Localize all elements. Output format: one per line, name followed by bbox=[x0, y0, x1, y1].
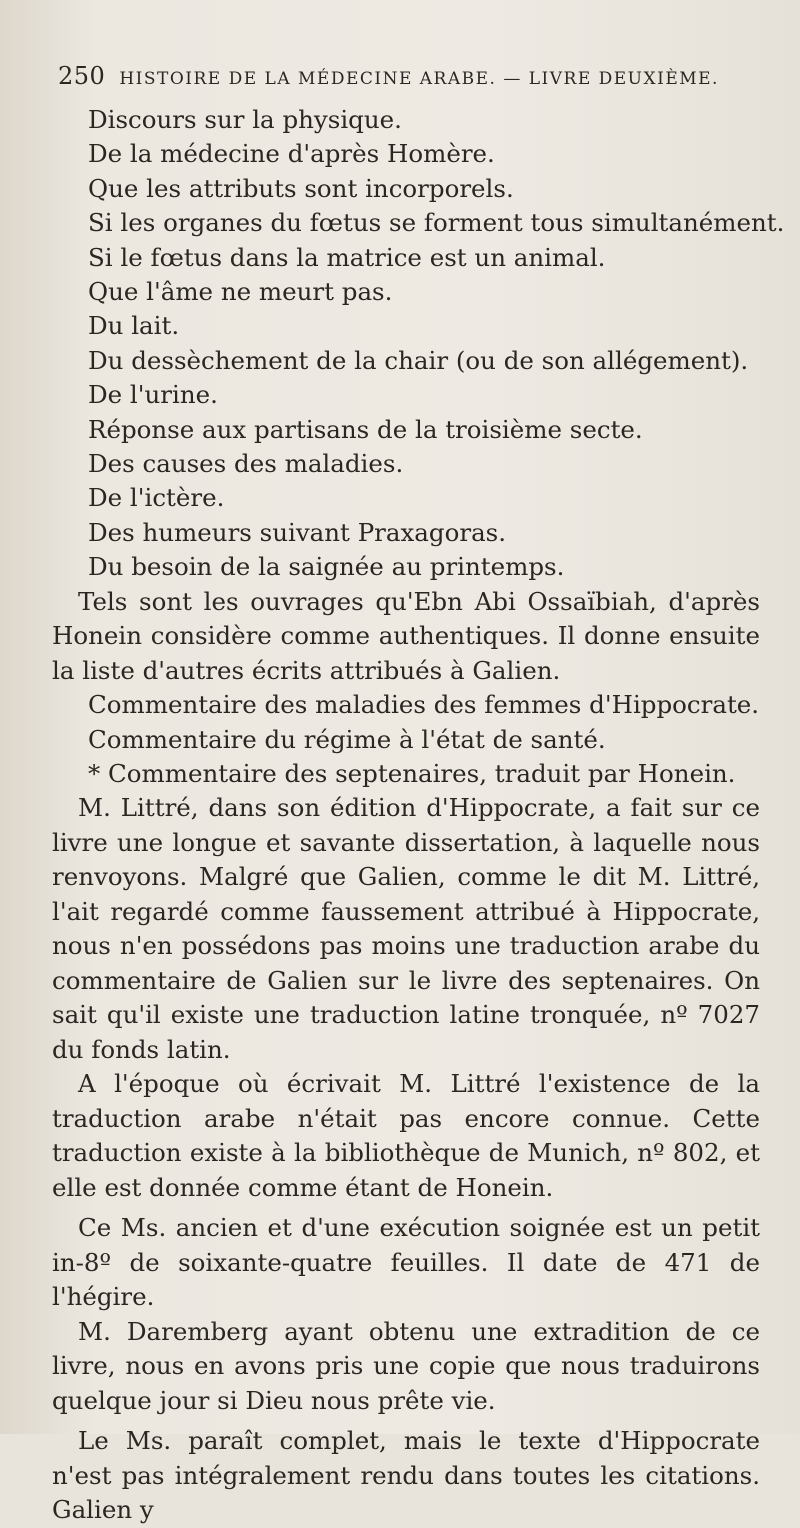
paragraph-authentic-works: Tels sont les ouvrages qu'Ebn Abi Ossaïbiah, d'après Honein considère comme authentiques. Il donne ensuite la liste d'autres écrits attribués à Galien. bbox=[52, 586, 760, 685]
running-title: HISTOIRE DE LA MÉDECINE ARABE. — LIVRE DEUXIÈME. bbox=[119, 69, 719, 89]
list-item: Commentaire du régime à l'état de santé. bbox=[88, 724, 606, 754]
paragraph-complete: Le Ms. paraît complet, mais le texte d'Hippocrate n'est pas intégralement rendu dans toutes les citations. Galien y bbox=[52, 1426, 760, 1525]
list-item: Des causes des maladies. bbox=[88, 449, 404, 479]
list-item: Que les attributs sont incorporels. bbox=[88, 173, 514, 203]
list-item: Discours sur la physique. bbox=[88, 105, 402, 134]
paragraph-littre: M. Littré, dans son édition d'Hippocrate, a fait sur ce livre une longue et savante dissertation, à laquelle nous renvoyons. Malgré que Galien, comme le dit M. Littré, l'ait regardé comme faussement attribué à Hippocrate, nous n'en possédons pas moins une traduction arabe du commentaire de Galien sur le livre des septenaires. On sait qu'il existe une traduction latine tronquée, nº 7027 du fonds latin. bbox=[52, 793, 760, 1064]
page-body bbox=[52, 103, 785, 1528]
page-number: 250 bbox=[58, 62, 106, 90]
paragraph-manuscript: Ce Ms. ancien et d'une exécution soignée est un petit in-8º de soixante-quatre feuilles. Il date de 471 de l'hégire. bbox=[52, 1213, 760, 1312]
running-header bbox=[58, 62, 758, 90]
list-item: Si le fœtus dans la matrice est un animal. bbox=[88, 242, 606, 272]
attributed-works-list bbox=[52, 688, 760, 791]
list-item: De l'ictère. bbox=[88, 483, 225, 513]
list-item: Que l'âme ne meurt pas. bbox=[88, 277, 393, 307]
list-item: Des humeurs suivant Praxagoras. bbox=[88, 517, 507, 547]
list-item: De l'urine. bbox=[88, 380, 218, 410]
list-item: Commentaire des maladies des femmes d'Hippocrate. bbox=[88, 690, 760, 720]
list-item: Du dessèchement de la chair (ou de son allégement). bbox=[88, 345, 749, 375]
paragraph-daremberg: M. Daremberg ayant obtenu une extradition de ce livre, nous en avons pris une copie que nous traduirons quelque jour si Dieu nous prête vie. bbox=[52, 1316, 760, 1415]
list-item: Si les organes du fœtus se forment tous simultanément. bbox=[88, 208, 785, 238]
list-item: Du besoin de la saignée au printemps. bbox=[88, 552, 565, 582]
list-item: * Commentaire des septenaires, traduit par Honein. bbox=[88, 759, 736, 788]
list-item: De la médecine d'après Homère. bbox=[88, 139, 495, 169]
list-item: Réponse aux partisans de la troisième secte. bbox=[88, 414, 643, 444]
works-list bbox=[52, 103, 785, 585]
list-item: Du lait. bbox=[88, 311, 180, 341]
paragraph-munich: A l'époque où écrivait M. Littré l'existence de la traduction arabe n'était pas encore connue. Cette traduction existe à la bibliothèque de Munich, nº 802, et elle est donnée comme étant de Honein. bbox=[52, 1069, 760, 1202]
